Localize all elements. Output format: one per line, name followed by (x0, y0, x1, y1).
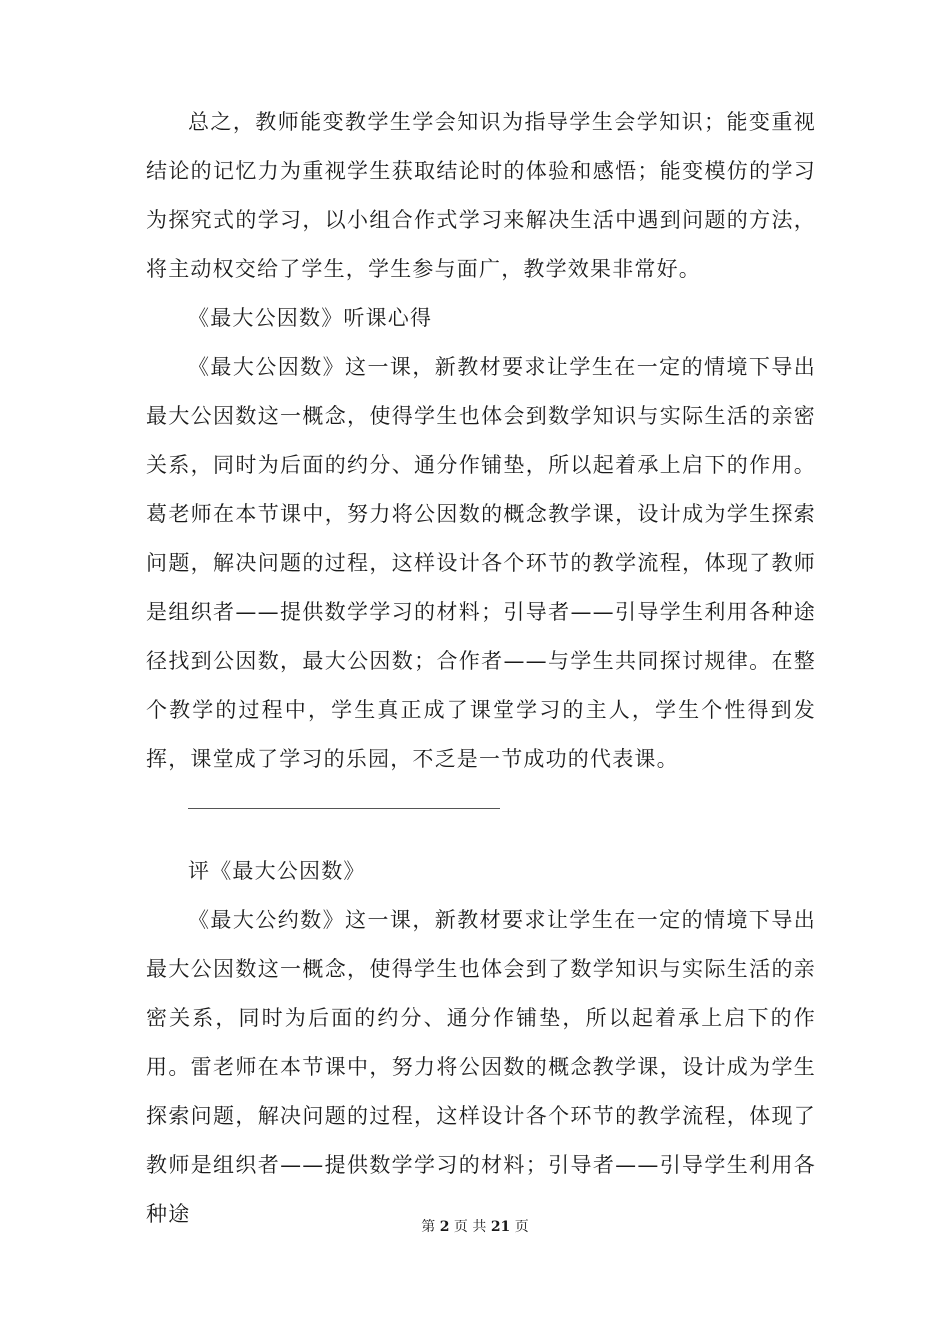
paragraph-review: 《最大公约数》这一课，新教材要求让学生在一定的情境下导出最大公因数这一概念，使得学生也体会到了数学知识与实际生活的亲密关系，同时为后面的约分、通分作铺垫，所以起着承上启下的作用。雷老师在本节课中，努力将公因数的概念教学课，设计成为学生探索问题，解决问题的过程，这样设计各个环节的教学流程，体现了教师是组织者——提供数学学习的材料；引导者——引导学生利用各种途 (146, 908, 816, 1226)
document-body (146, 98, 816, 1239)
footer-middle: 页 共 (453, 1219, 487, 1235)
paragraph-listening-notes: 《最大公因数》这一课，新教材要求让学生在一定的情境下导出最大公因数这一概念，使得学生也体会到数学知识与实际生活的亲密关系，同时为后面的约分、通分作铺垫，所以起着承上启下的作用。葛老师在本节课中，努力将公因数的概念教学课，设计成为学生探索问题，解决问题的过程，这样设计各个环节的教学流程，体现了教师是组织者——提供数学学习的材料；引导者——引导学生利用各种途径找到公因数，最大公因数；合作者——与学生共同探讨规律。在整个教学的过程中，学生真正成了课堂学习的主人，学生个性得到发挥，课堂成了学习的乐园，不乏是一节成功的代表课。 (146, 355, 816, 771)
section-heading-review: 评《最大公因数》 (188, 859, 366, 883)
footer-total-pages: 21 (490, 1219, 511, 1235)
section-divider (188, 784, 816, 833)
page-footer (0, 1216, 950, 1236)
section-heading-listening-notes: 《最大公因数》听课心得 (188, 306, 433, 330)
footer-prefix: 第 (421, 1219, 436, 1235)
paragraph-summary: 总之，教师能变教学生学会知识为指导学生会学知识；能变重视结论的记忆力为重视学生获取结论时的体验和感悟；能变模仿的学习为探究式的学习，以小组合作式学习来解决生活中遇到问题的方法，将主动权交给了学生，学生参与面广，教学效果非常好。 (146, 110, 816, 281)
footer-suffix: 页 (514, 1219, 529, 1235)
footer-current-page: 2 (439, 1219, 450, 1235)
divider-line (188, 808, 500, 809)
